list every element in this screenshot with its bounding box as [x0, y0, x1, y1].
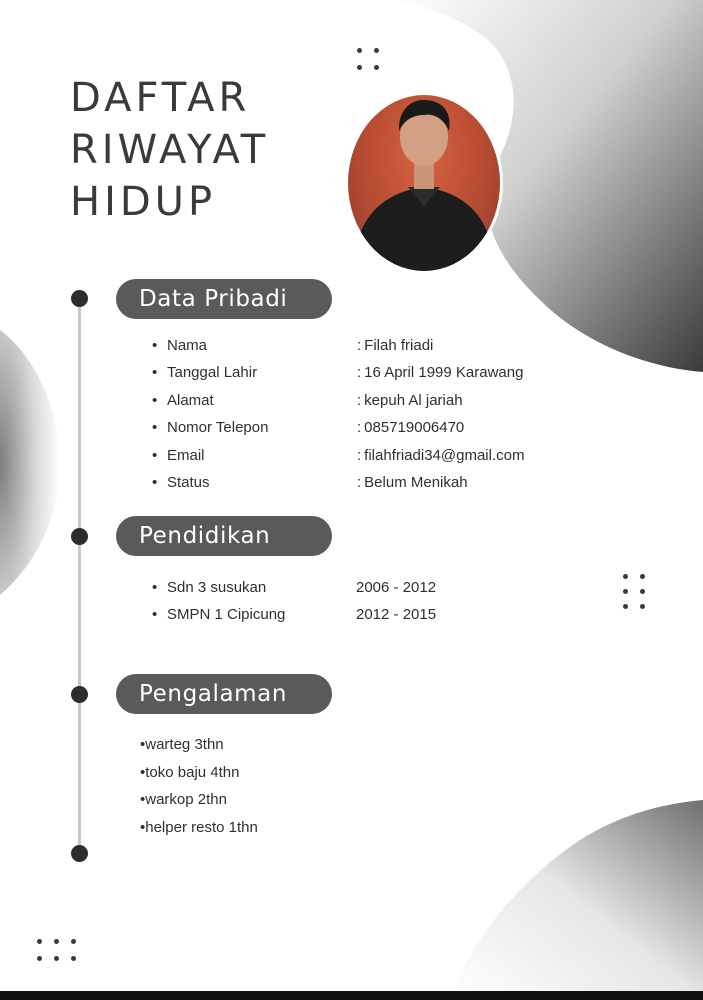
bullet: • [152, 419, 158, 437]
colon: : [357, 446, 362, 464]
row-value-group [357, 387, 463, 414]
row-value: 085719006470 [364, 419, 465, 437]
row-value: filahfriadi34@gmail.com [364, 446, 525, 464]
school-name: SMPN 1 Cipicung [167, 606, 286, 624]
section-heading-personal: Data Pribadi [116, 279, 332, 319]
decorative-dots-bottom [37, 939, 76, 961]
school-name: Sdn 3 susukan [167, 579, 267, 596]
row-label: Status [167, 473, 210, 491]
row-label: Nomor Telepon [167, 419, 269, 437]
title-line-2: RIWAYAT [70, 127, 270, 173]
experience-list [140, 731, 258, 841]
colon: : [357, 337, 362, 354]
page-title [70, 72, 269, 228]
title-line-1: DAFTAR [70, 75, 251, 121]
bottom-bar [0, 991, 703, 1000]
bullet: • [152, 606, 158, 624]
experience-item: •toko baju 4thn [140, 763, 240, 781]
decorative-dots-top [357, 48, 379, 70]
title-line-3: HIDUP [70, 179, 217, 225]
decorative-dots-middle [623, 574, 645, 609]
experience-item: •warkop 2thn [140, 791, 227, 808]
row-label: Email [167, 446, 205, 464]
bullet: • [152, 337, 158, 354]
row-value: kepuh Al jariah [364, 391, 463, 409]
timeline-dot-experience [71, 686, 88, 703]
row-value-group [357, 414, 464, 441]
row-label: Tanggal Lahir [167, 364, 258, 382]
bullet: • [152, 446, 158, 464]
row-label: Nama [167, 337, 208, 354]
profile-photo [348, 95, 500, 271]
colon: : [357, 473, 362, 491]
school-years: 2006 - 2012 [356, 579, 437, 596]
row-value-group [357, 469, 468, 496]
timeline-dot-personal [71, 290, 88, 307]
bullet: • [152, 473, 158, 491]
experience-item: •warteg 3thn [140, 736, 224, 753]
colon: : [357, 391, 362, 409]
timeline-dot-end [71, 845, 88, 862]
row-value: 16 April 1999 Karawang [364, 364, 524, 382]
row-value: Filah friadi [364, 337, 434, 354]
bullet: • [152, 364, 158, 382]
school-years: 2012 - 2015 [356, 606, 437, 624]
section-heading-experience: Pengalaman [116, 674, 332, 714]
bullet: • [152, 391, 158, 409]
row-value-group [357, 332, 433, 359]
colon: : [357, 364, 362, 382]
row-label: Alamat [167, 391, 214, 409]
bullet: • [152, 579, 158, 596]
section-heading-education: Pendidikan [116, 516, 332, 556]
colon: : [357, 419, 362, 437]
bottom-right-blob [450, 800, 703, 1000]
experience-item: •helper resto 1thn [140, 818, 258, 836]
left-blob [0, 330, 60, 595]
timeline-line [78, 298, 81, 854]
timeline-dot-education [71, 528, 88, 545]
row-value: Belum Menikah [364, 473, 468, 491]
row-value-group [357, 442, 524, 469]
row-value-group [357, 359, 523, 386]
